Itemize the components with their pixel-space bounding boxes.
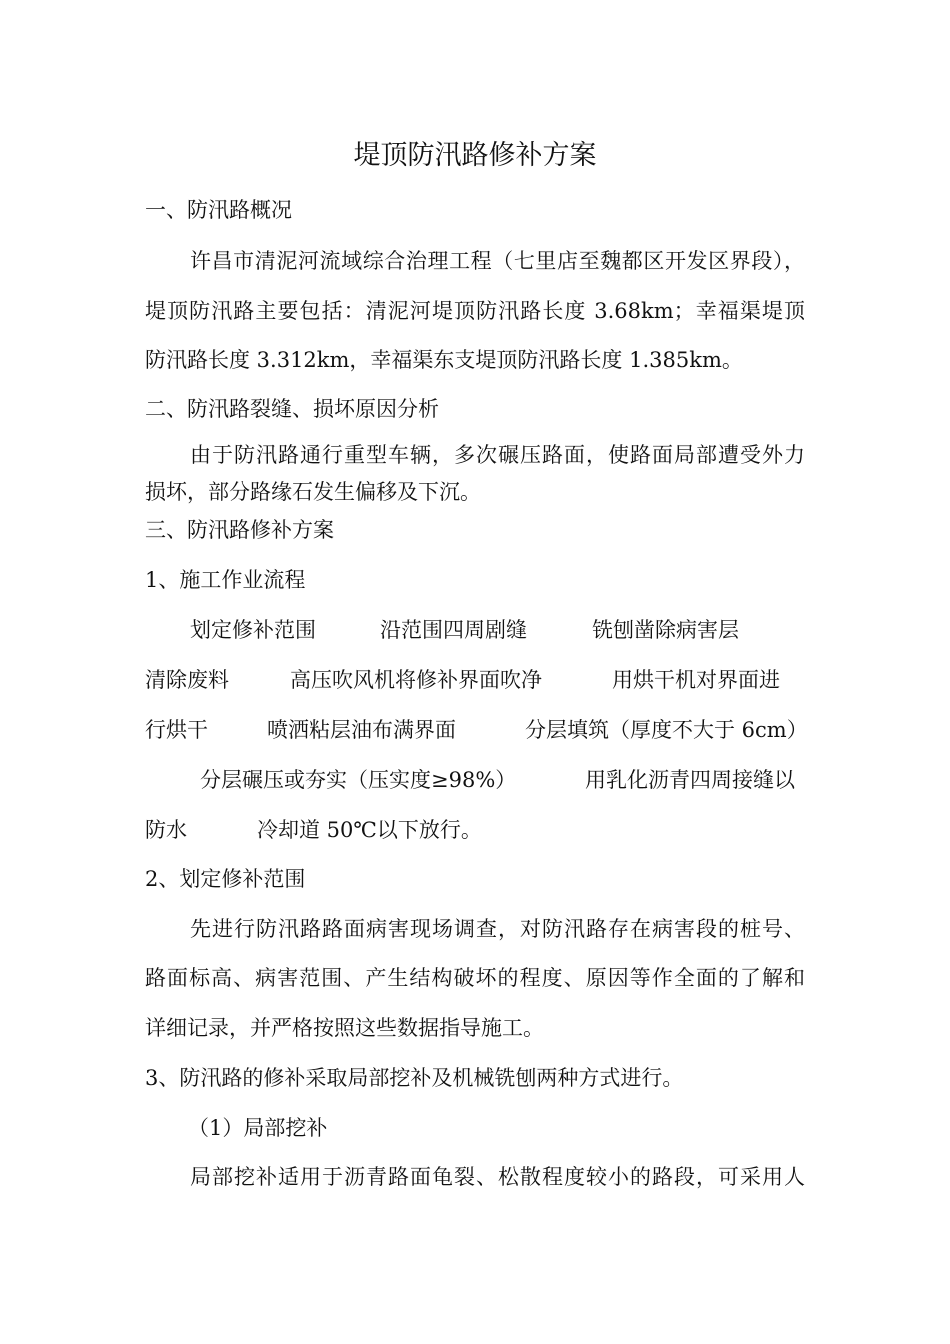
subsection-2-paragraph-line-1: 先进行防汛路路面病害现场调查，对防汛路存在病害段的桩号、 <box>190 917 805 941</box>
section-2-heading: 二、防汛路裂缝、损坏原因分析 <box>145 397 439 421</box>
subsection-1-heading: 1、施工作业流程 <box>145 568 306 592</box>
section-1-paragraph-line-2: 堤顶防汛路主要包括：清泥河堤顶防汛路长度 3.68km；幸福渠堤顶 <box>145 299 805 323</box>
section-3-heading: 三、防汛路修补方案 <box>145 518 334 542</box>
flow-step: 分层碾压或夯实（压实度≥98%） <box>200 768 517 792</box>
section-1-paragraph-line-3: 防汛路长度 3.312km，幸福渠东支堤顶防汛路长度 1.385km。 <box>145 348 743 372</box>
subsection-2-paragraph-line-3: 详细记录，并严格按照这些数据指导施工。 <box>145 1016 544 1040</box>
flow-step: 用烘干机对界面进 <box>612 668 780 692</box>
flow-step: 高压吹风机将修补界面吹净 <box>290 668 542 692</box>
flow-step: 喷洒粘层油布满界面 <box>267 718 456 742</box>
section-2-paragraph-line-2: 损坏，部分路缘石发生偏移及下沉。 <box>145 480 481 504</box>
document-title: 堤顶防汛路修补方案 <box>353 140 597 171</box>
subsection-3-1-paragraph-line-1: 局部挖补适用于沥青路面龟裂、松散程度较小的路段，可采用人 <box>190 1165 805 1189</box>
subsection-2-paragraph-line-2: 路面标高、病害范围、产生结构破坏的程度、原因等作全面的了解和 <box>145 966 805 990</box>
subsection-3-1-heading: （1）局部挖补 <box>188 1116 328 1140</box>
section-2-paragraph-line-1: 由于防汛路通行重型车辆，多次碾压路面，使路面局部遭受外力 <box>190 443 805 467</box>
flow-step: 沿范围四周剧缝 <box>380 618 527 642</box>
flow-step: 防水 <box>145 818 187 842</box>
subsection-3-heading: 3、防汛路的修补采取局部挖补及机械铣刨两种方式进行。 <box>145 1066 684 1090</box>
subsection-2-heading: 2、划定修补范围 <box>145 867 306 891</box>
flow-step: 行烘干 <box>145 718 208 742</box>
section-1-heading: 一、防汛路概况 <box>145 198 292 222</box>
flow-step: 冷却道 50℃以下放行。 <box>257 818 482 842</box>
flow-step: 用乳化沥青四周接缝以 <box>585 768 795 792</box>
flow-step: 划定修补范围 <box>190 618 316 642</box>
section-1-paragraph-line-1: 许昌市清泥河流域综合治理工程（七里店至魏都区开发区界段）， <box>190 249 805 273</box>
flow-step: 铣刨凿除病害层 <box>592 618 739 642</box>
flow-step: 分层填筑（厚度不大于 6cm） <box>525 718 808 742</box>
flow-step: 清除废料 <box>145 668 229 692</box>
